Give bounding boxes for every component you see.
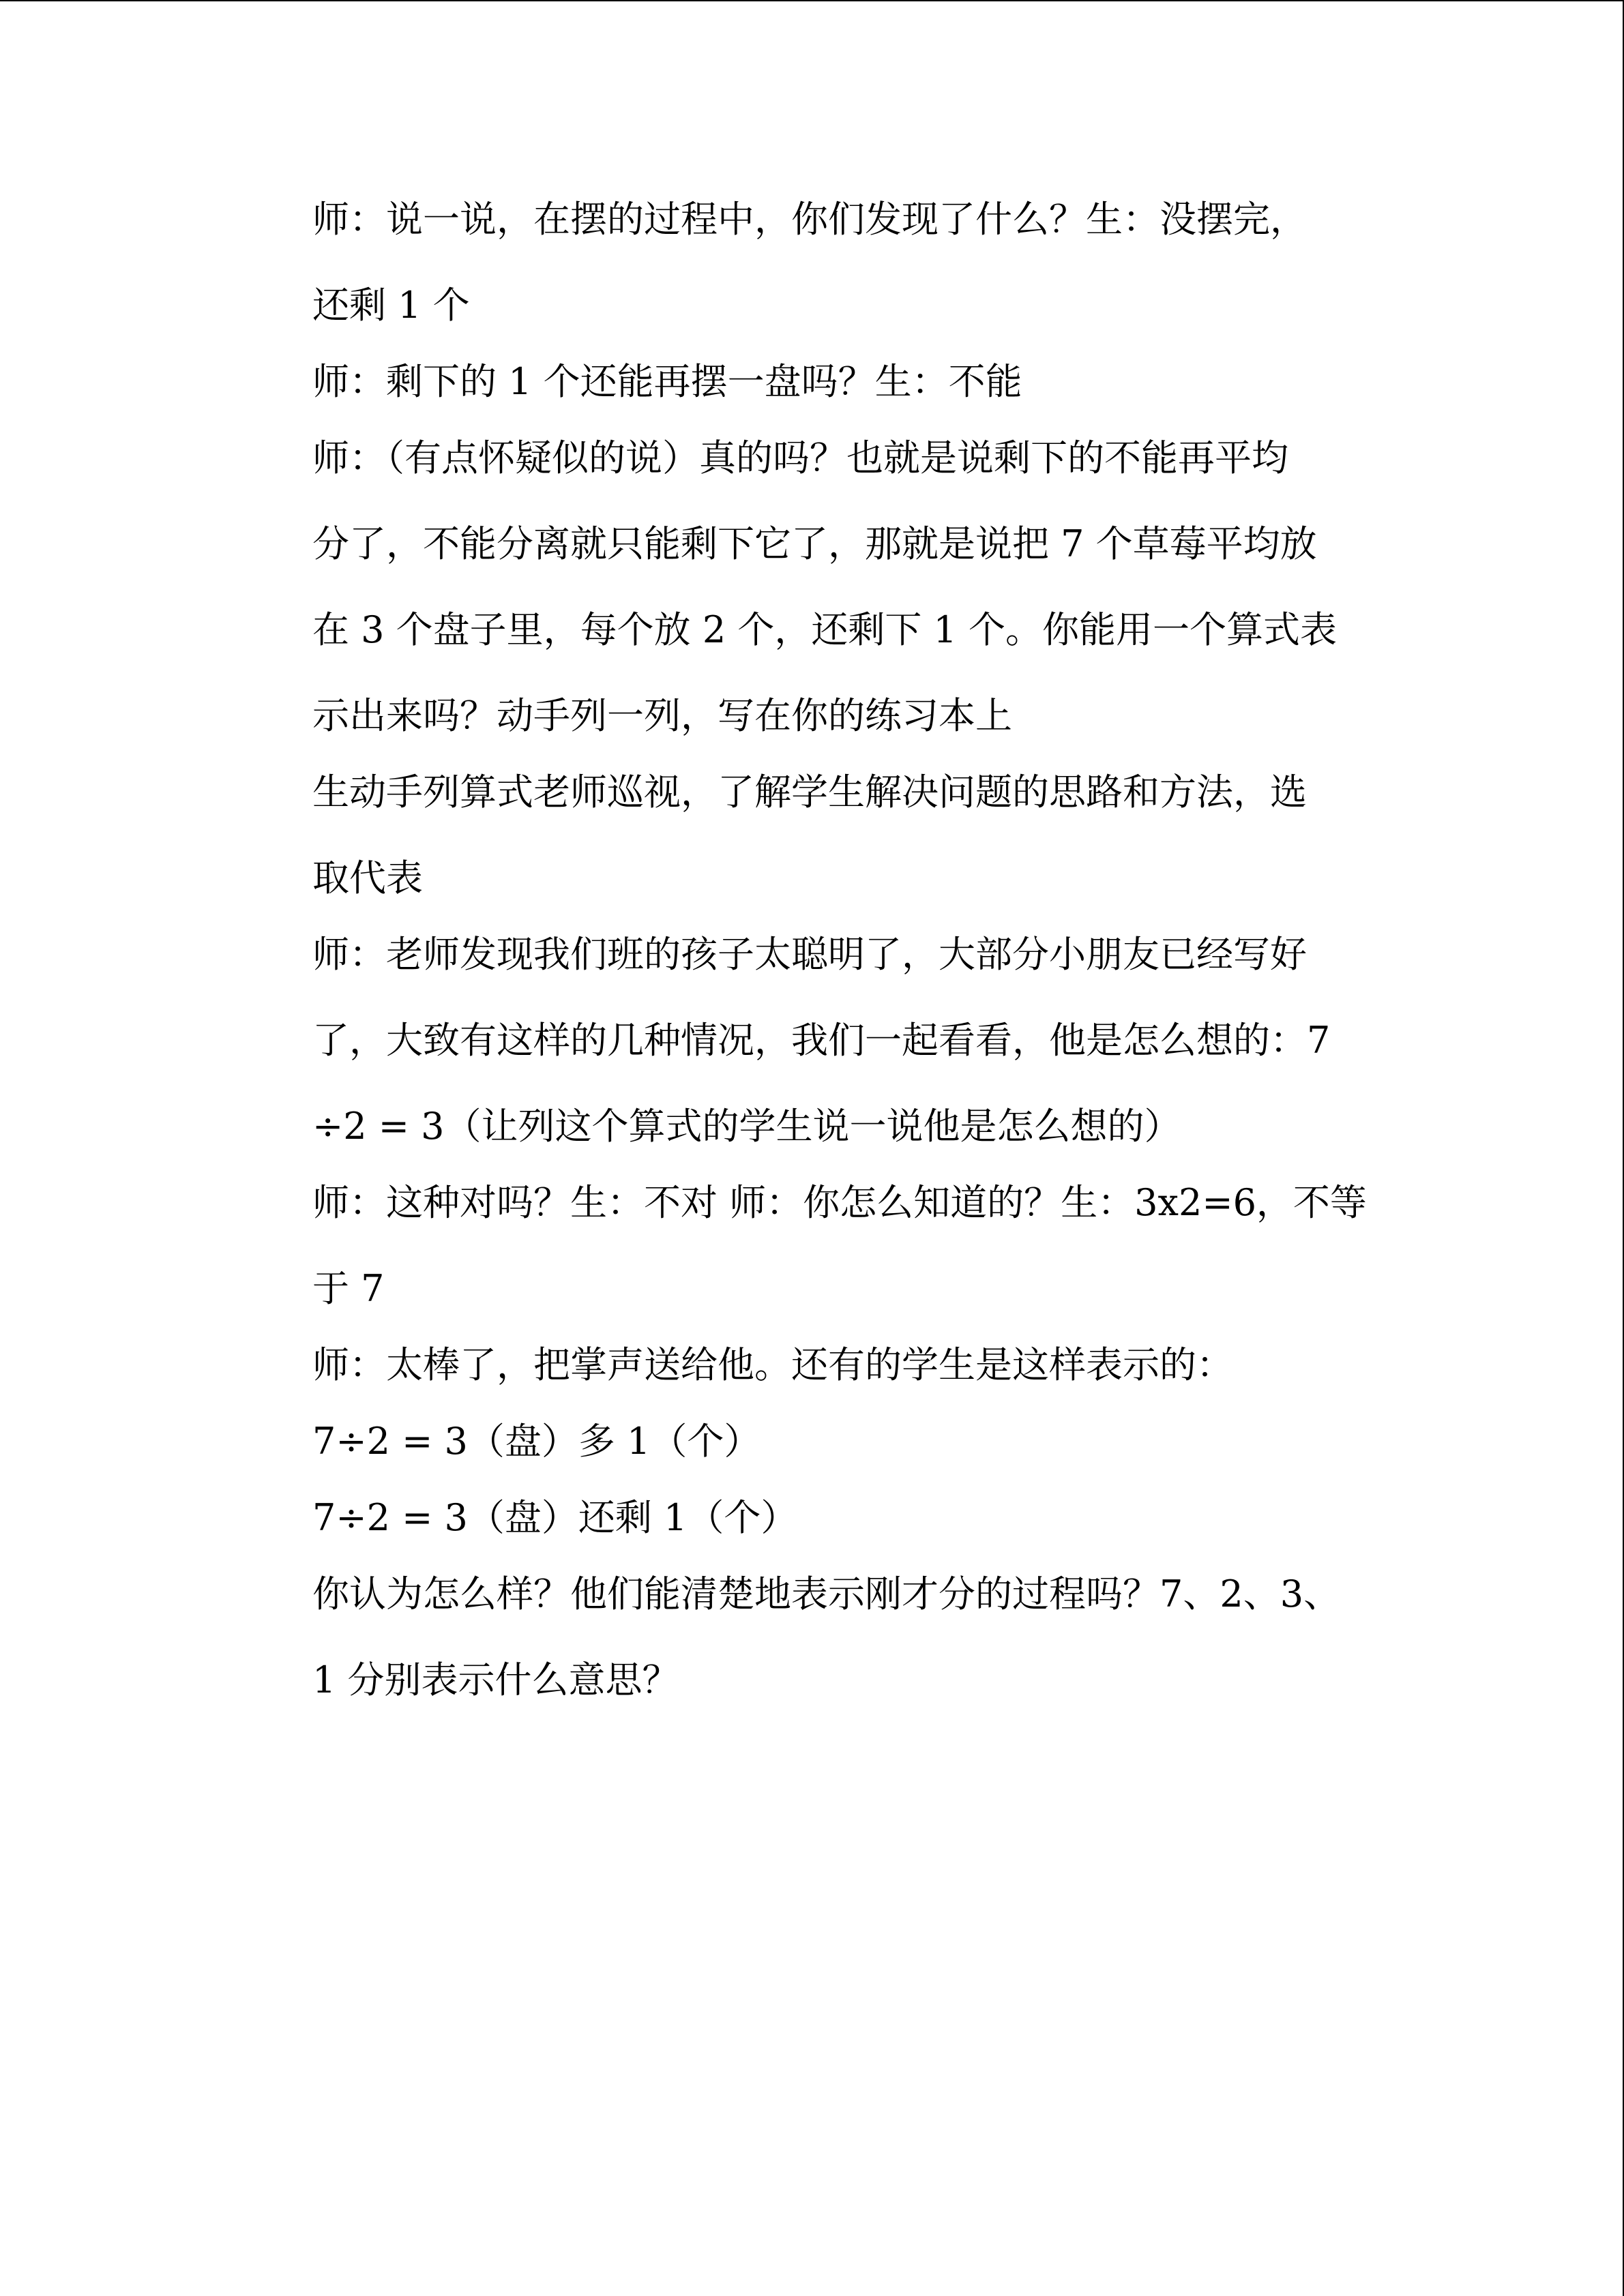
paragraph [312, 1495, 1390, 1540]
paragraph [312, 770, 1390, 901]
text-line: 7÷2 = 3（盘）还剩 1（个） [312, 1496, 798, 1539]
text-line: 了，大致有这样的几种情况，我们一起看看，他是怎么想的：7 [312, 1019, 1331, 1062]
text-line: 师：剩下的 1 个还能再摆一盘吗？生：不能 [312, 360, 1022, 403]
text-line: 生动手列算式老师巡视，了解学生解决问题的思路和方法，选 [312, 771, 1307, 814]
text-line: 师：说一说，在摆的过程中，你们发现了什么？生：没摆完， [312, 198, 1307, 241]
paragraph [312, 1343, 1390, 1388]
document-body [312, 197, 1390, 1734]
paragraph [312, 1572, 1390, 1703]
text-line: 示出来吗？动手列一列，写在你的练习本上 [312, 694, 1012, 737]
paragraph [312, 1180, 1390, 1311]
text-line: 还剩 1 个 [312, 284, 470, 327]
paragraph [312, 197, 1390, 328]
text-line: 于 7 [312, 1267, 385, 1310]
text-line: 分了，不能分离就只能剩下它了，那就是说把 7 个草莓平均放 [312, 522, 1317, 565]
text-line: 在 3 个盘子里，每个放 2 个，还剩下 1 个。你能用一个算式表 [312, 608, 1338, 651]
text-line: 你认为怎么样？他们能清楚地表示刚才分的过程吗？7、2、3、 [312, 1572, 1341, 1615]
text-line: ÷2 = 3（让列这个算式的学生说一说他是怎么想的） [312, 1105, 1181, 1148]
text-line: 1 分别表示什么意思？ [312, 1658, 679, 1701]
paragraph [312, 1419, 1390, 1464]
paragraph [312, 932, 1390, 1149]
text-line: 师：太棒了，把掌声送给他。还有的学生是这样表示的： [312, 1343, 1233, 1386]
text-line: 师：这种对吗？生：不对 师：你怎么知道的？生：3x2=6，不等 [312, 1181, 1367, 1224]
paragraph [312, 436, 1390, 739]
text-line: 师：（有点怀疑似的说）真的吗？也就是说剩下的不能再平均 [312, 436, 1288, 479]
text-line: 取代表 [312, 856, 423, 899]
paragraph [312, 359, 1390, 404]
text-line: 7÷2 = 3（盘）多 1（个） [312, 1420, 761, 1463]
text-line: 师：老师发现我们班的孩子太聪明了，大部分小朋友已经写好 [312, 933, 1307, 976]
